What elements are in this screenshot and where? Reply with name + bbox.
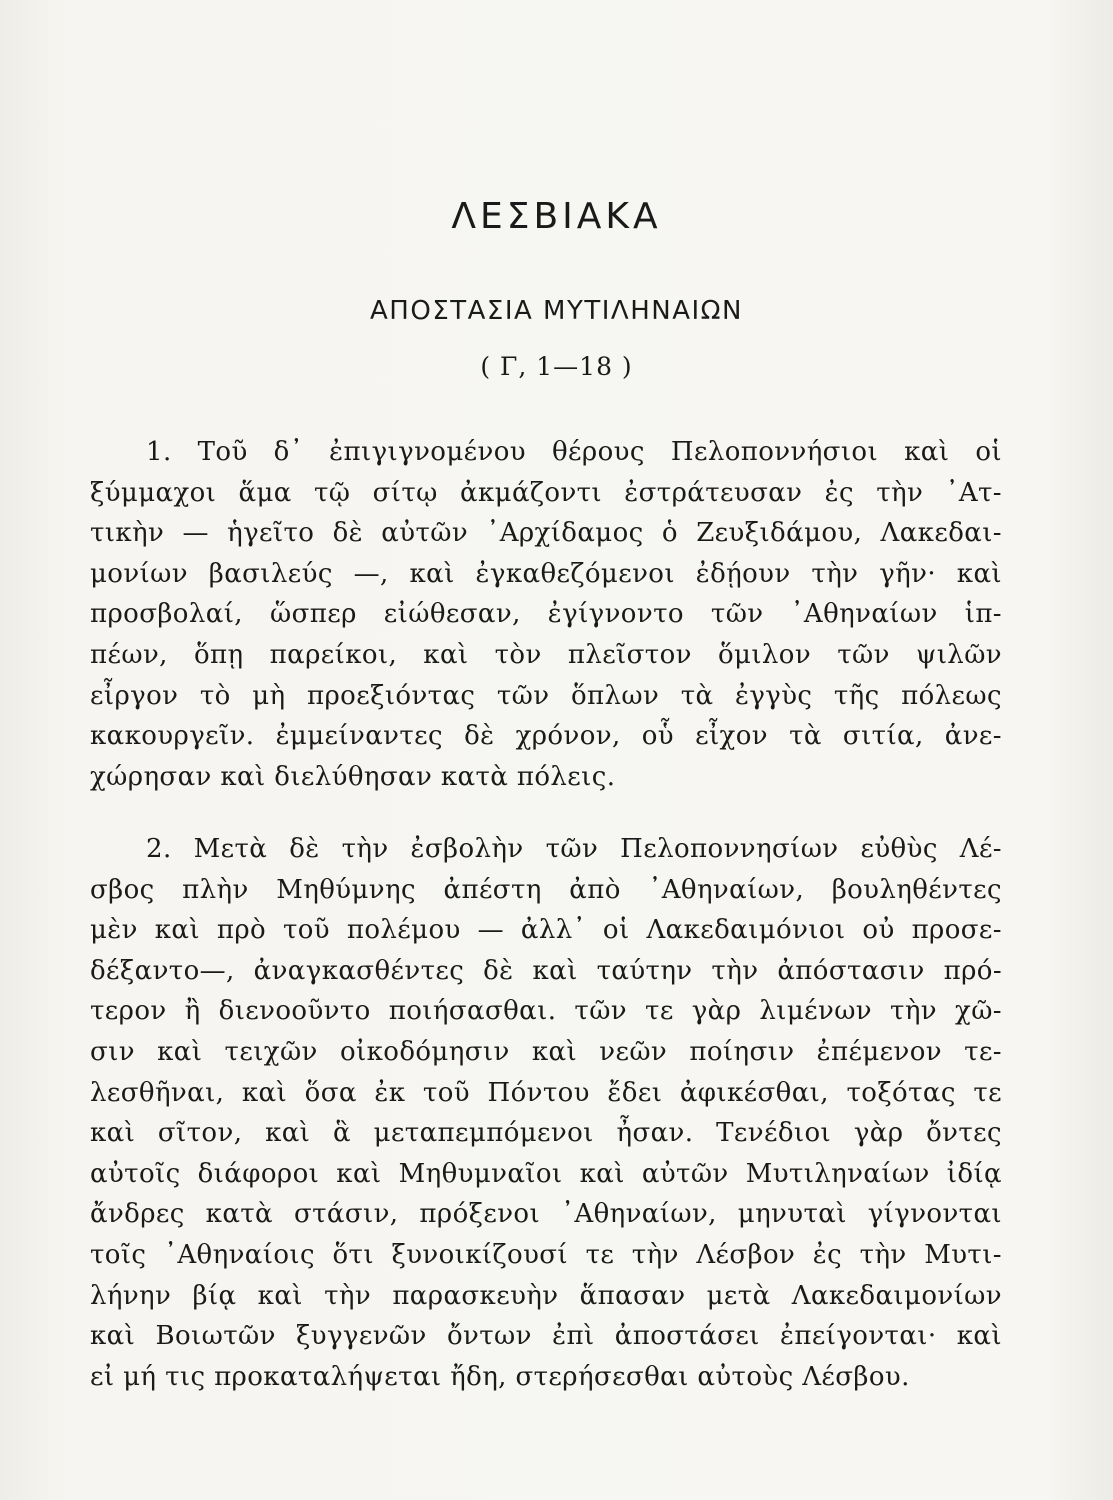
text-line: λήνην βίᾳ καὶ τὴν παρασκευὴν ἅπασαν μετὰ Λακεδαιμονίων bbox=[90, 1280, 1002, 1311]
text-line: μονίων βασιλεύς —, καὶ ἐγκαθεζόμενοι ἐδῄουν τὴν γῆν· καὶ bbox=[90, 558, 1002, 589]
text-line: προσβολαί, ὥσπερ εἰώθεσαν, ἐγίγνοντο τῶν ᾽Αθηναίων ἱπ- bbox=[90, 599, 1002, 630]
text-line: εἶργον τὸ μὴ προεξιόντας τῶν ὅπλων τὰ ἐγγὺς τῆς πόλεως bbox=[90, 680, 1002, 711]
text-line: τοῖς ᾽Αθηναίοις ὅτι ξυνοικίζουσί τε τὴν Λέσβον ἐς τὴν Μυτι- bbox=[90, 1239, 1002, 1270]
text-line: καὶ σῖτον, καὶ ἃ μεταπεμπόμενοι ἦσαν. Τενέδιοι γὰρ ὄντες bbox=[90, 1118, 1002, 1149]
paragraph-1 bbox=[90, 432, 1002, 797]
text-line: δέξαντο—, ἀναγκασθέντες δὲ καὶ ταύτην τὴν ἀπόστασιν πρό- bbox=[90, 955, 1002, 986]
chapter-reference: ( Γ, 1—18 ) bbox=[480, 352, 633, 381]
text-line: χώρησαν καὶ διελύθησαν κατὰ πόλεις. bbox=[90, 761, 616, 792]
text-line: αὐτοῖς διάφοροι καὶ Μηθυμναῖοι καὶ αὐτῶν Μυτιληναίων ἰδίᾳ bbox=[90, 1158, 1002, 1189]
text-line: σβος πλὴν Μηθύμνης ἀπέστη ἀπὸ ᾽Αθηναίων, βουληθέντες bbox=[90, 874, 1002, 905]
text-line: 1. Τοῦ δ᾽ ἐπιγιγνομένου θέρους Πελοποννήσιοι καὶ οἱ bbox=[146, 437, 1002, 467]
paragraph-2 bbox=[90, 829, 1002, 1397]
text-line: ξύμμαχοι ἅμα τῷ σίτῳ ἀκμάζοντι ἐστράτευσαν ἐς τὴν ᾽Ατ- bbox=[90, 477, 1002, 508]
text-line: μὲν καὶ πρὸ τοῦ πολέμου — ἀλλ᾽ οἱ Λακεδαιμόνιοι οὐ προσε- bbox=[90, 915, 1002, 946]
text-line: πέων, ὅπῃ παρείκοι, καὶ τὸν πλεῖστον ὅμιλον τῶν ψιλῶν bbox=[90, 639, 1002, 670]
text-line: κακουργεῖν. ἐμμείναντες δὲ χρόνον, οὗ εἶχον τὰ σιτία, ἀνε- bbox=[90, 721, 1002, 752]
text-line: καὶ Βοιωτῶν ξυγγενῶν ὄντων ἐπὶ ἀποστάσει ἐπείγονται· καὶ bbox=[90, 1321, 1002, 1352]
page-title: ΛΕΣΒΙΑΚΑ bbox=[451, 196, 662, 237]
text-line: 2. Μετὰ δὲ τὴν ἐσβολὴν τῶν Πελοποννησίων εὐθὺς Λέ- bbox=[146, 834, 1002, 864]
section-subtitle: ΑΠΟΣΤΑΣΙΑ ΜΥΤΙΛΗΝΑΙΩΝ bbox=[370, 296, 743, 326]
text-line: λεσθῆναι, καὶ ὅσα ἐκ τοῦ Πόντου ἔδει ἀφικέσθαι, τοξότας τε bbox=[90, 1077, 1002, 1108]
text-line: τικὴν — ἡγεῖτο δὲ αὐτῶν ᾽Αρχίδαμος ὁ Ζευξιδάμου, Λακεδαι- bbox=[90, 518, 1002, 549]
text-line: ἄνδρες κατὰ στάσιν, πρόξενοι ᾽Αθηναίων, μηνυταὶ γίγνονται bbox=[90, 1199, 1002, 1230]
text-line: εἰ μή τις προκαταλήψεται ἤδη, στερήσεσθαι αὐτοὺς Λέσβου. bbox=[90, 1361, 910, 1392]
text-line: σιν καὶ τειχῶν οἰκοδόμησιν καὶ νεῶν ποίησιν ἐπέμενον τε- bbox=[90, 1036, 1002, 1067]
text-line: τερον ἢ διενοοῦντο ποιήσασθαι. τῶν τε γὰρ λιμένων τὴν χῶ- bbox=[90, 996, 1002, 1027]
